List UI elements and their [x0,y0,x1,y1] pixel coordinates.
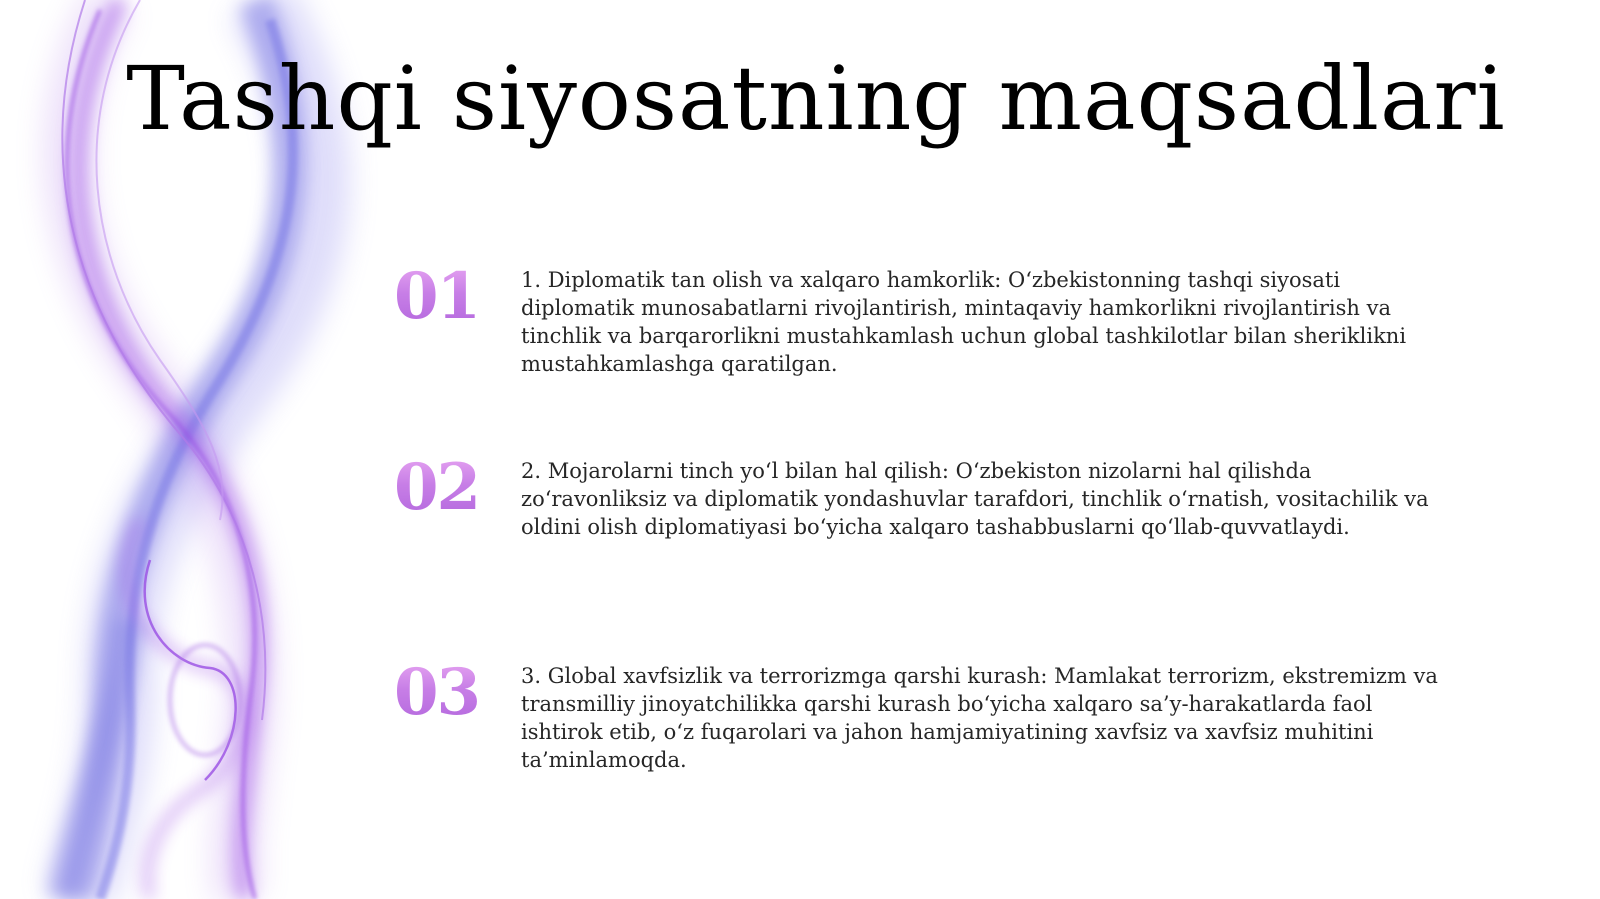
goal-text: 2. Mojarolarni tinch yo‘l bilan hal qilish: O‘zbekiston nizolarni hal qilishda zo‘ravonliksiz va diplomatik yondashuvlar tarafdori, tinchlik o‘rnatish, vositachilik va oldini olish diplomatiyasi bo‘yicha xalqaro tashabbuslarni qo‘llab-quvvatlaydi. [521,459,1429,539]
goal-item [394,259,1474,392]
goal-item [394,450,1474,583]
goal-text: 1. Diplomatik tan olish va xalqaro hamkorlik: O‘zbekistonning tashqi siyosati diplomatik munosabatlarni rivojlantirish, mintaqaviy hamkorlikni rivojlantirish va tinchlik va barqarorlikni mustahkamlash uchun global tashkilotlar bilan sheriklikni mustahkamlashga qaratilgan. [521,268,1407,376]
goal-number: 01 [394,262,494,332]
goal-item [394,655,1474,788]
goal-text: 3. Global xavfsizlik va terrorizmga qarshi kurash: Mamlakat terrorizm, ekstremizm va transmilliy jinoyatchilikka qarshi kurash bo‘yicha xalqaro sa’y-harakatlarda faol ishtirok etib, o‘z fuqarolari va jahon hamjamiyatining xavfsiz va xavfsiz muhitini ta’minlamoqda. [521,664,1438,772]
goal-number: 02 [394,453,494,523]
goal-number: 03 [394,658,494,728]
page-title: Tashqi siyosatning maqsadlari [126,47,1506,150]
